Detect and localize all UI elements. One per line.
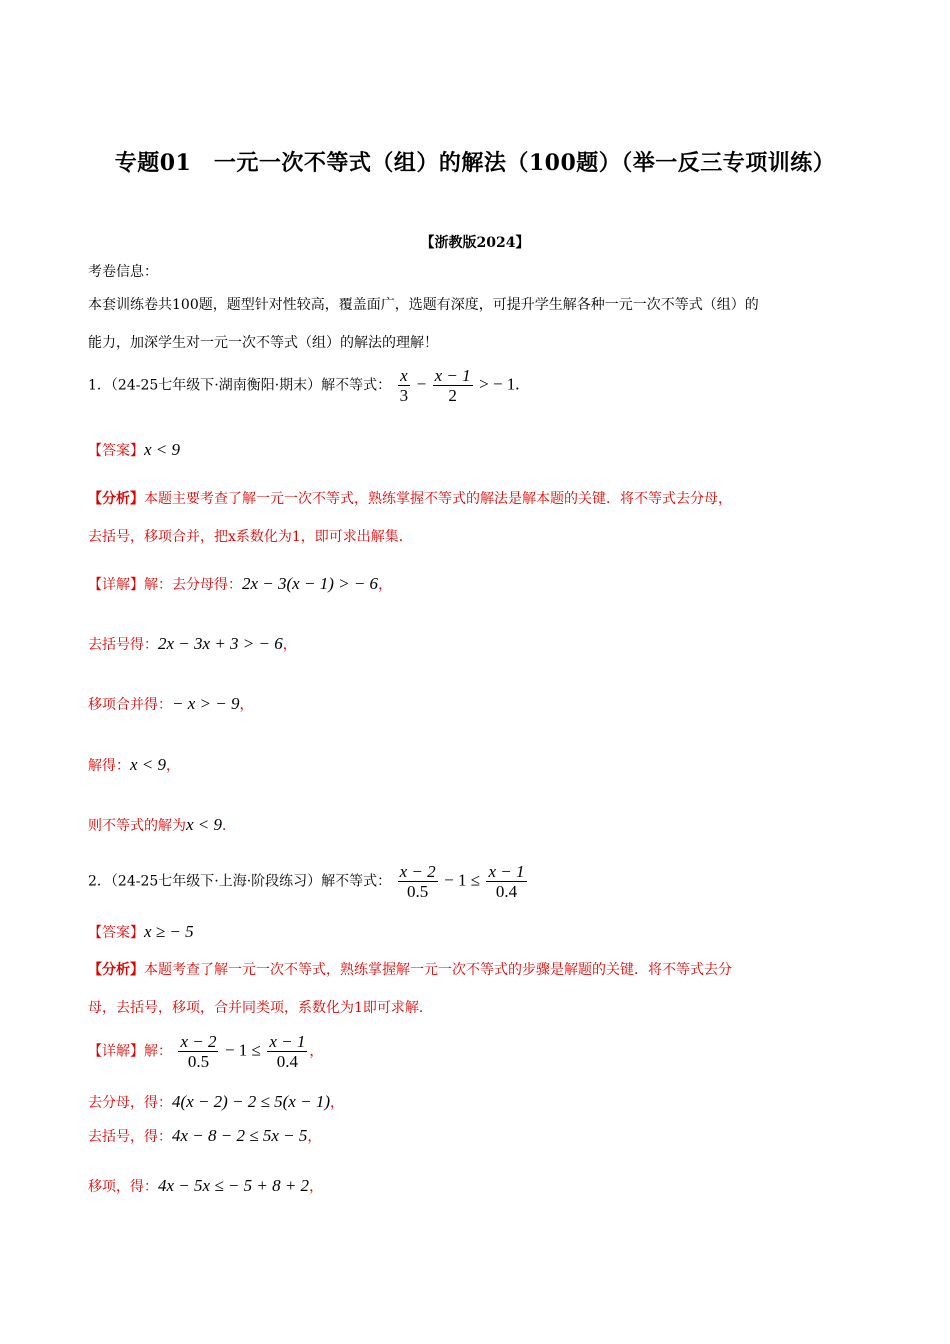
q1-detail-step3 xyxy=(88,694,253,714)
punct: ， xyxy=(282,637,297,653)
q2-analysis-line2: 母，去括号，移项，合并同类项，系数化为1即可求解． xyxy=(88,1000,433,1016)
edition-label: 【浙教版2024】 xyxy=(420,235,530,251)
inequality-middle: − 1 ≤ xyxy=(444,870,481,890)
q2-analysis-line1 xyxy=(88,959,732,979)
question-1-prefix: 1．（24-25七年级下·湖南衡阳·期末）解不等式： xyxy=(88,377,392,394)
answer-expression: x ≥ − 5 xyxy=(144,922,194,941)
question-1 xyxy=(88,366,520,405)
punct: ， xyxy=(166,758,181,774)
q1-detail-step4 xyxy=(88,755,180,775)
minus-sign: − xyxy=(416,374,427,394)
fraction-x-minus-1-over-2: $\frac{x - 1}{2}$ xyxy=(434,366,471,405)
punct: ， xyxy=(239,697,254,713)
step-label: 移项，得： xyxy=(88,1179,158,1195)
step-expression: 4(x − 2) − 2 ≤ 5(x − 1) xyxy=(172,1092,330,1111)
step-expression: 4x − 5x ≤ − 5 + 8 + 2 xyxy=(158,1176,310,1195)
step-label: 去括号得： xyxy=(88,637,158,653)
inequality-middle: − 1 ≤ xyxy=(224,1040,261,1060)
punct: ， xyxy=(307,1129,322,1145)
info-label: 考卷信息： xyxy=(88,264,158,280)
analysis-text: 本题考查了解一元一次不等式，熟练掌握解一元一次不等式的步骤是解题的关键．将不等式去分 xyxy=(144,962,732,978)
q1-answer xyxy=(88,440,180,460)
analysis-tag: 【分析】 xyxy=(88,491,144,507)
fraction-x-minus-2-over-0.5: $\frac{x - 2}{0.5}$ xyxy=(399,862,436,901)
q2-detail-step3 xyxy=(88,1176,323,1196)
detail-tag: 【详解】 xyxy=(88,1043,144,1060)
analysis-tag: 【分析】 xyxy=(88,962,144,978)
fraction-x-minus-1-over-0.4: $\frac{x - 1}{0.4}$ xyxy=(269,1032,306,1071)
info-text-line1: 本套训练卷共100题，题型针对性较高，覆盖面广，选题有深度，可提升学生解各种一元一次不等式（组）的 xyxy=(88,297,759,313)
punct: ． xyxy=(222,818,237,834)
detail-tag: 【详解】 xyxy=(88,577,144,593)
step-label: 移项合并得： xyxy=(88,697,172,713)
q1-conclusion xyxy=(88,815,236,835)
punct: ， xyxy=(329,1095,344,1111)
step-label: 解得： xyxy=(88,758,130,774)
step-label: 则不等式的解为 xyxy=(88,818,186,834)
question-2 xyxy=(88,862,529,901)
info-text-line2: 能力，加深学生对一元一次不等式（组）的解法的理解！ xyxy=(88,335,438,351)
fraction-x-minus-1-over-0.4: $\frac{x - 1}{0.4}$ xyxy=(488,862,525,901)
step-expression: 4x − 8 − 2 ≤ 5x − 5 xyxy=(172,1126,308,1145)
step-label: 解：去分母得： xyxy=(144,577,242,593)
document-title: 专题01 一元一次不等式（组）的解法（100题）（举一反三专项训练） xyxy=(114,150,836,176)
q1-detail-step1 xyxy=(88,574,392,594)
punct: ， xyxy=(309,1179,324,1195)
step-expression: x < 9 xyxy=(130,755,167,774)
answer-tag: 【答案】 xyxy=(88,925,144,941)
question-2-prefix: 2．（24-25七年级下·上海·阶段练习）解不等式： xyxy=(88,873,392,890)
punct: ， xyxy=(378,577,393,593)
q2-detail-step0 xyxy=(88,1032,323,1071)
q2-detail-step2 xyxy=(88,1126,321,1146)
analysis-text: 本题主要考查了解一元一次不等式，熟练掌握不等式的解法是解本题的关键．将不等式去分母， xyxy=(144,491,732,507)
q1-analysis-line2: 去括号，移项合并，把x系数化为1，即可求出解集． xyxy=(88,529,413,545)
fraction-x-over-3: $\frac{x}{3}$ xyxy=(399,366,409,405)
step-label: 解： xyxy=(144,1043,172,1060)
answer-tag: 【答案】 xyxy=(88,443,144,459)
q2-answer xyxy=(88,922,194,942)
answer-expression: x < 9 xyxy=(144,440,181,459)
step-expression: 2x − 3(x − 1) > − 6 xyxy=(242,574,379,593)
q2-detail-step1 xyxy=(88,1092,344,1112)
inequality-rhs: > − 1. xyxy=(479,374,520,394)
step-expression: − x > − 9 xyxy=(172,694,240,713)
fraction-x-minus-2-over-0.5: $\frac{x - 2}{0.5}$ xyxy=(180,1032,217,1071)
step-label: 去分母，得： xyxy=(88,1095,172,1111)
step-label: 去括号，得： xyxy=(88,1129,172,1145)
step-expression: x < 9 xyxy=(186,815,223,834)
q1-detail-step2 xyxy=(88,634,297,654)
q1-analysis-line1 xyxy=(88,488,732,508)
step-expression: 2x − 3x + 3 > − 6 xyxy=(158,634,283,653)
punct: ， xyxy=(309,1043,324,1060)
